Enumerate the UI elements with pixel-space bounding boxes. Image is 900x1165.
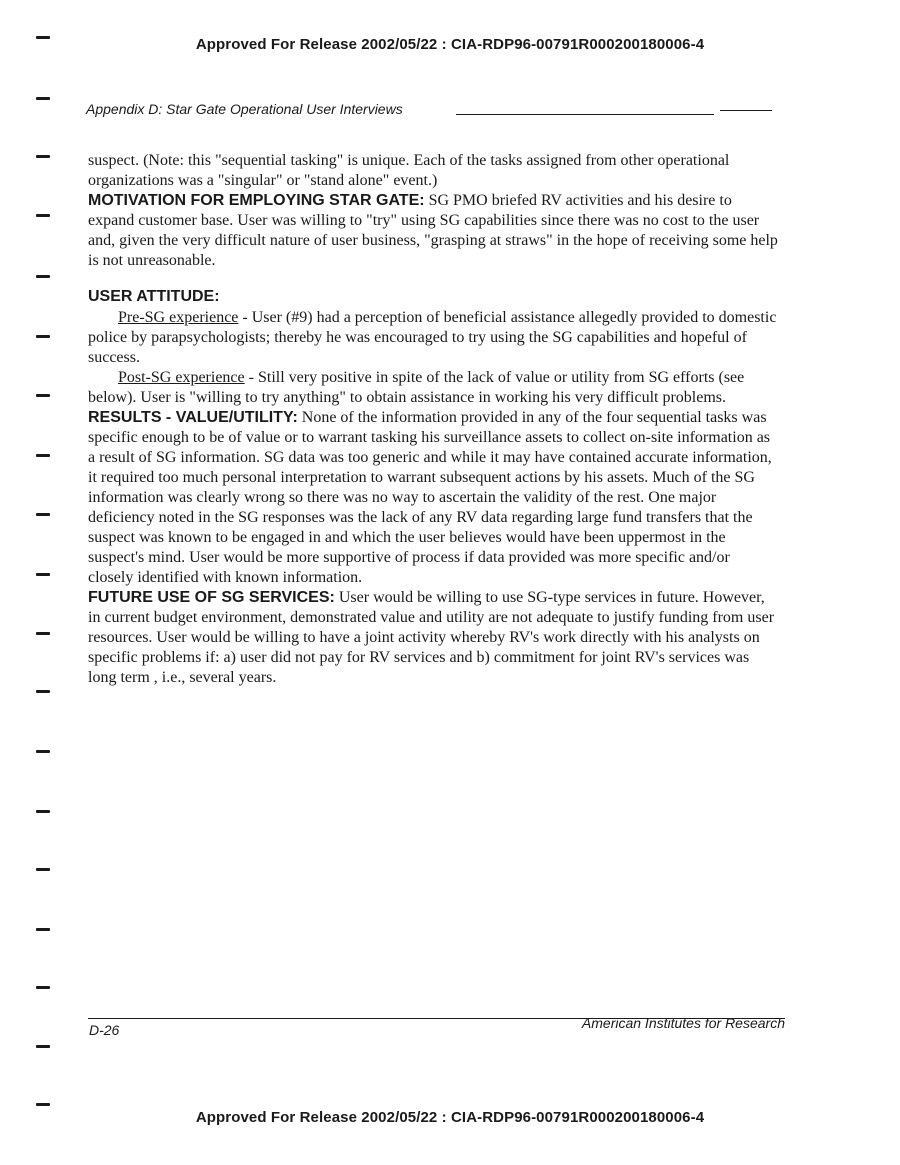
post-sg-label: Post-SG experience: [118, 369, 245, 386]
binder-hole-mark: [36, 454, 50, 457]
binder-hole-mark: [36, 928, 50, 931]
binder-hole-mark: [36, 36, 50, 39]
page-header: [86, 101, 776, 121]
future-use-text: User would be willing to use SG-type services in future. However, in current budget environment, demonstrated value and utility are not adequate to justify funding from user resources. User would be willing to have a joint activity whereby RV's work directly with his analysts on specific problems if: a) user did not pay for RV services and b) commitment for joint RV's services was long term , i.e., several years.: [88, 589, 775, 686]
binder-hole-mark: [36, 1045, 50, 1048]
binder-hole-mark: [36, 690, 50, 693]
binder-hole-mark: [36, 810, 50, 813]
header-rule: [456, 114, 714, 115]
document-body: [88, 151, 778, 688]
pre-sg-text: - User (#9) had a perception of beneficial assistance allegedly provided to domestic police by parapsychologists; thereby he was encouraged to try using the SG capabilities and hopeful of success.: [88, 309, 777, 366]
binder-hole-mark: [36, 155, 50, 158]
header-title: Appendix D: Star Gate Operational User Interviews: [86, 101, 403, 117]
binder-hole-mark: [36, 394, 50, 397]
footer-organization: American Institutes for Research: [581, 1015, 785, 1031]
binder-hole-mark: [36, 632, 50, 635]
user-attitude-section: [88, 287, 778, 408]
binder-hole-mark: [36, 986, 50, 989]
binder-hole-mark: [36, 513, 50, 516]
intro-text: suspect. (Note: this "sequential tasking" is unique. Each of the tasks assigned from other operational organizations was a "singular" or "stand alone" event.): [88, 152, 730, 189]
post-sg-paragraph: [88, 368, 778, 408]
results-text: None of the information provided in any of the four sequential tasks was specific enough to be of value or to warrant tasking his surveillance assets to collect on-site information as a result of SG information. SG data was too generic and while it may have contained accurate information, it required too much personal interpretation to warrant subsequent actions by his assets. Much of the SG information was clearly wrong so there was no way to ascertain the validity of the rest. One major deficiency noted in the SG responses was the lack of any RV data regarding large fund transfers that the suspect was known to be engaged in and which the user believes would have been uppermost in the suspect's mind. User would be more supportive of process if data provided was more specific and/or closely identified with known information.: [88, 409, 772, 586]
post-sg-text: - Still very positive in spite of the lack of value or utility from SG efforts (see below). User is "willing to try anything" to obtain assistance in working his very difficult problems.: [88, 369, 745, 406]
binder-hole-mark: [36, 573, 50, 576]
header-rule: [720, 110, 772, 111]
results-heading: RESULTS - VALUE/UTILITY:: [88, 409, 298, 426]
release-stamp-top: Approved For Release 2002/05/22 : CIA-RDP96-00791R000200180006-4: [195, 36, 705, 53]
binder-hole-mark: [36, 868, 50, 871]
motivation-text: SG PMO briefed RV activities and his desire to expand customer base. User was willing to "try" using SG capabilities since there was no cost to the user and, given the very difficult nature of user business, "grasping at straws" in the hope of receiving some help is not unreasonable.: [88, 192, 778, 269]
intro-paragraph: [88, 151, 778, 191]
binder-hole-mark: [36, 1103, 50, 1106]
motivation-section: [88, 191, 778, 271]
future-use-heading: FUTURE USE OF SG SERVICES:: [88, 589, 335, 606]
binder-hole-mark: [36, 275, 50, 278]
user-attitude-heading: USER ATTITUDE:: [88, 288, 220, 305]
results-section: [88, 408, 778, 588]
binder-hole-mark: [36, 750, 50, 753]
binder-hole-mark: [36, 214, 50, 217]
binder-hole-mark: [36, 335, 50, 338]
page-number: D-26: [89, 1022, 120, 1038]
pre-sg-paragraph: [88, 308, 778, 368]
motivation-heading: MOTIVATION FOR EMPLOYING STAR GATE:: [88, 192, 425, 209]
pre-sg-label: Pre-SG experience: [118, 309, 239, 326]
binder-hole-mark: [36, 97, 50, 100]
release-stamp-bottom: Approved For Release 2002/05/22 : CIA-RDP96-00791R000200180006-4: [195, 1109, 705, 1126]
future-use-section: [88, 588, 778, 688]
